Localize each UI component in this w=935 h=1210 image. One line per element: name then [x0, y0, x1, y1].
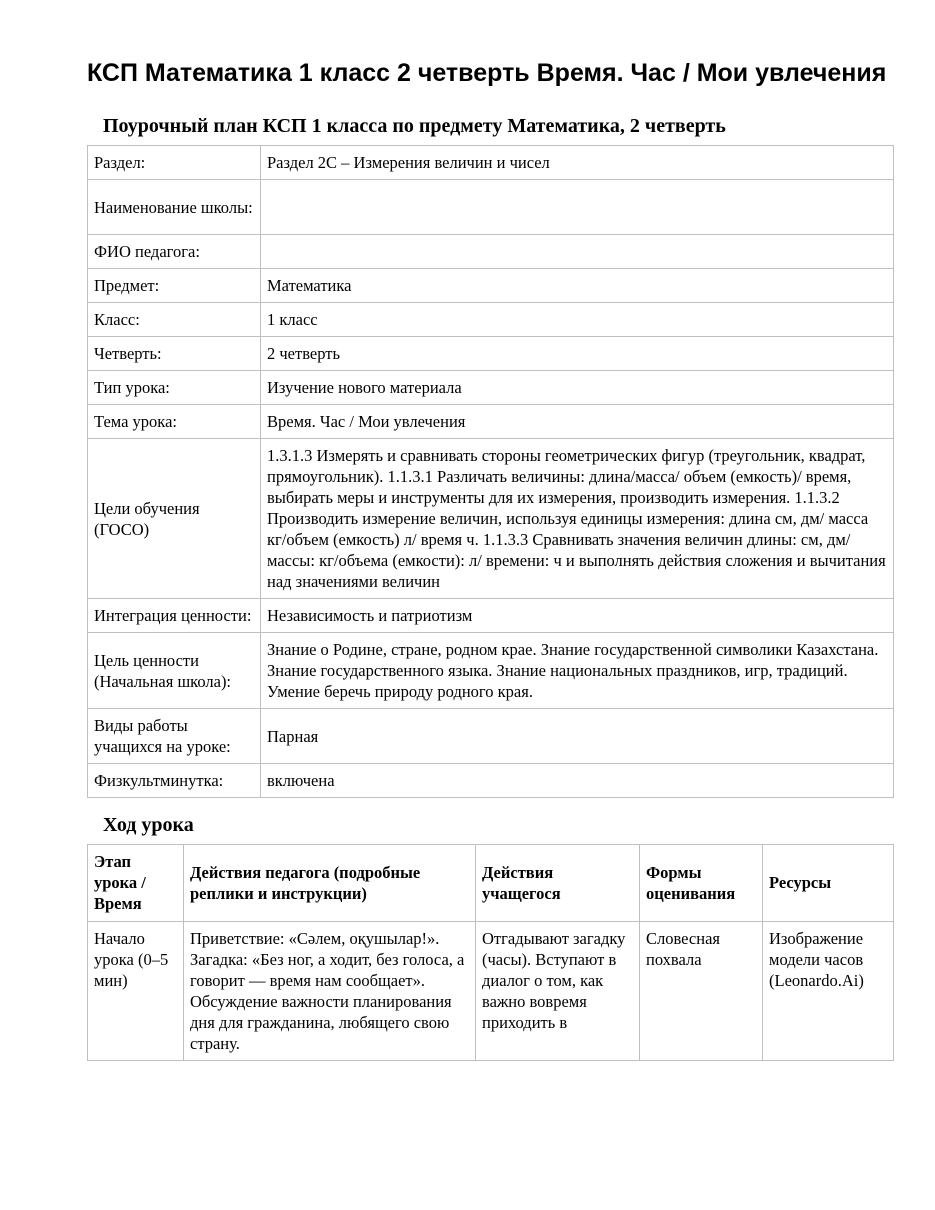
info-value: Изучение нового материала [261, 371, 894, 405]
column-header-teacher-actions: Действия педагога (подробные реплики и инструкции) [184, 845, 476, 922]
info-value: Раздел 2С – Измерения величин и чисел [261, 146, 894, 180]
info-label: Тема урока: [88, 405, 261, 439]
info-label: Цель ценности (Начальная школа): [88, 633, 261, 709]
table-row [88, 180, 894, 235]
teacher-actions-cell: Приветствие: «Сәлем, оқушылар!». Загадка: «Без ног, а ходит, без голоса, а говорит — время нам сообщает». Обсуждение важности планирования дня для гражданина, любящего свою страну. [184, 922, 476, 1061]
table-row [88, 439, 894, 599]
table-row [88, 633, 894, 709]
info-value: Парная [261, 709, 894, 764]
info-label: Класс: [88, 303, 261, 337]
table-row [88, 269, 894, 303]
info-value: включена [261, 764, 894, 798]
info-label: Виды работы учащихся на уроке: [88, 709, 261, 764]
info-label: Раздел: [88, 146, 261, 180]
info-label: Четверть: [88, 337, 261, 371]
info-label: Предмет: [88, 269, 261, 303]
table-row [88, 599, 894, 633]
info-value [261, 180, 894, 235]
column-header-assessment: Формы оценивания [640, 845, 763, 922]
info-label: Физкультминутка: [88, 764, 261, 798]
column-header-student-actions: Действия учащегося [476, 845, 640, 922]
info-value: Знание о Родине, стране, родном крае. Знание государственной символики Казахстана. Знание государственного языка. Знание национальных праздников, игр, традиций. Умение беречь природу родного края. [261, 633, 894, 709]
info-value: 1 класс [261, 303, 894, 337]
info-label: Наименование школы: [88, 180, 261, 235]
table-row [88, 405, 894, 439]
info-label: ФИО педагога: [88, 235, 261, 269]
table-row [88, 371, 894, 405]
info-value: Время. Час / Мои увлечения [261, 405, 894, 439]
lesson-info-table [87, 145, 894, 798]
info-label: Тип урока: [88, 371, 261, 405]
plan-heading: Поурочный план КСП 1 класса по предмету Математика, 2 четверть [103, 115, 726, 137]
table-row [88, 303, 894, 337]
column-header-stage: Этап урока / Время [88, 845, 184, 922]
table-row [88, 764, 894, 798]
student-actions-cell [476, 922, 640, 1061]
info-value: 1.3.1.3 Измерять и сравнивать стороны геометрических фигур (треугольник, квадрат, прямоугольник). 1.1.3.1 Различать величины: длина/масса/ объем (емкость)/ время, выбирать меры и инструменты для их измерения, производить измерения. 1.1.3.2 Производить измерение величин, используя единицы измерения: длина см, дм/ масса кг/объем (емкость) л/ время ч. 1.1.3.3 Сравнивать значения величин длины: см, дм/ массы: кг/объема (емкости): л/ времени: ч и выполнять действия сложения и вычитания над значениями величин [261, 439, 894, 599]
table-row [88, 709, 894, 764]
student-actions-text: Отгадывают загадку (часы). Вступают в диалог о том, как важно вовремя приходить в [482, 929, 626, 1032]
assessment-cell: Словесная похвала [640, 922, 763, 1061]
table-row [88, 235, 894, 269]
table-row [88, 337, 894, 371]
info-label: Интеграция ценности: [88, 599, 261, 633]
lesson-progress-table [87, 844, 894, 1061]
info-value [261, 235, 894, 269]
document-page [87, 58, 893, 1061]
resources-cell: Изображение модели часов (Leonardo.Ai) [763, 922, 894, 1061]
page-title: КСП Математика 1 класс 2 четверть Время. Час / Мои увлечения [87, 59, 887, 87]
stage-cell: Начало урока (0–5 мин) [88, 922, 184, 1061]
progress-heading: Ход урока [103, 814, 194, 836]
table-row [88, 146, 894, 180]
table-row [88, 922, 894, 1061]
info-label: Цели обучения (ГОСО) [88, 439, 261, 599]
table-header-row [88, 845, 894, 922]
info-value: 2 четверть [261, 337, 894, 371]
column-header-resources: Ресурсы [763, 845, 894, 922]
info-value: Математика [261, 269, 894, 303]
info-value: Независимость и патриотизм [261, 599, 894, 633]
